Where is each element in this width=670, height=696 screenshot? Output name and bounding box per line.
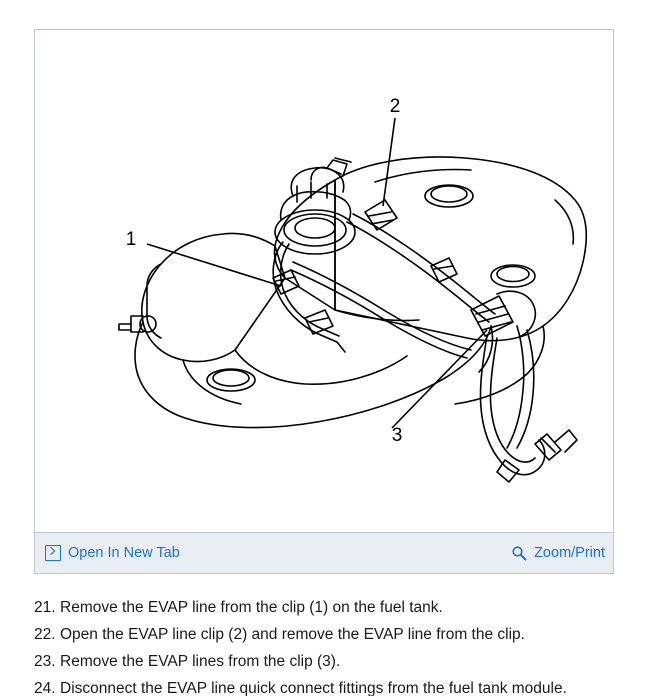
zoom-print-label: Zoom/Print (534, 544, 605, 561)
external-link-icon (45, 545, 61, 561)
zoom-print-button[interactable] (511, 545, 605, 561)
open-in-new-tab-button[interactable] (45, 545, 180, 561)
list-item (34, 648, 644, 675)
open-in-new-tab-label: Open In New Tab (68, 544, 180, 561)
fuel-tank-diagram (35, 30, 613, 532)
procedure-steps (34, 594, 644, 696)
figure-image (35, 30, 613, 532)
step-text: Remove the EVAP line from the clip (1) on the fuel tank. (60, 599, 443, 616)
magnifier-icon (511, 545, 527, 561)
step-number: 21. (34, 599, 56, 616)
figure-toolbar (35, 532, 613, 573)
list-item (34, 675, 644, 696)
list-item (34, 621, 644, 648)
step-text: Disconnect the EVAP line quick connect fittings from the fuel tank module. (60, 680, 567, 696)
step-number: 24. (34, 680, 56, 696)
step-text: Open the EVAP line clip (2) and remove the EVAP line from the clip. (60, 626, 525, 643)
callout-label-1: 1 (125, 229, 137, 250)
callout-label-3: 3 (391, 425, 403, 446)
step-text: Remove the EVAP lines from the clip (3). (60, 653, 341, 670)
figure-card (34, 29, 614, 574)
callout-label-2: 2 (389, 96, 401, 117)
step-number: 23. (34, 653, 56, 670)
list-item (34, 594, 644, 621)
step-number: 22. (34, 626, 56, 643)
